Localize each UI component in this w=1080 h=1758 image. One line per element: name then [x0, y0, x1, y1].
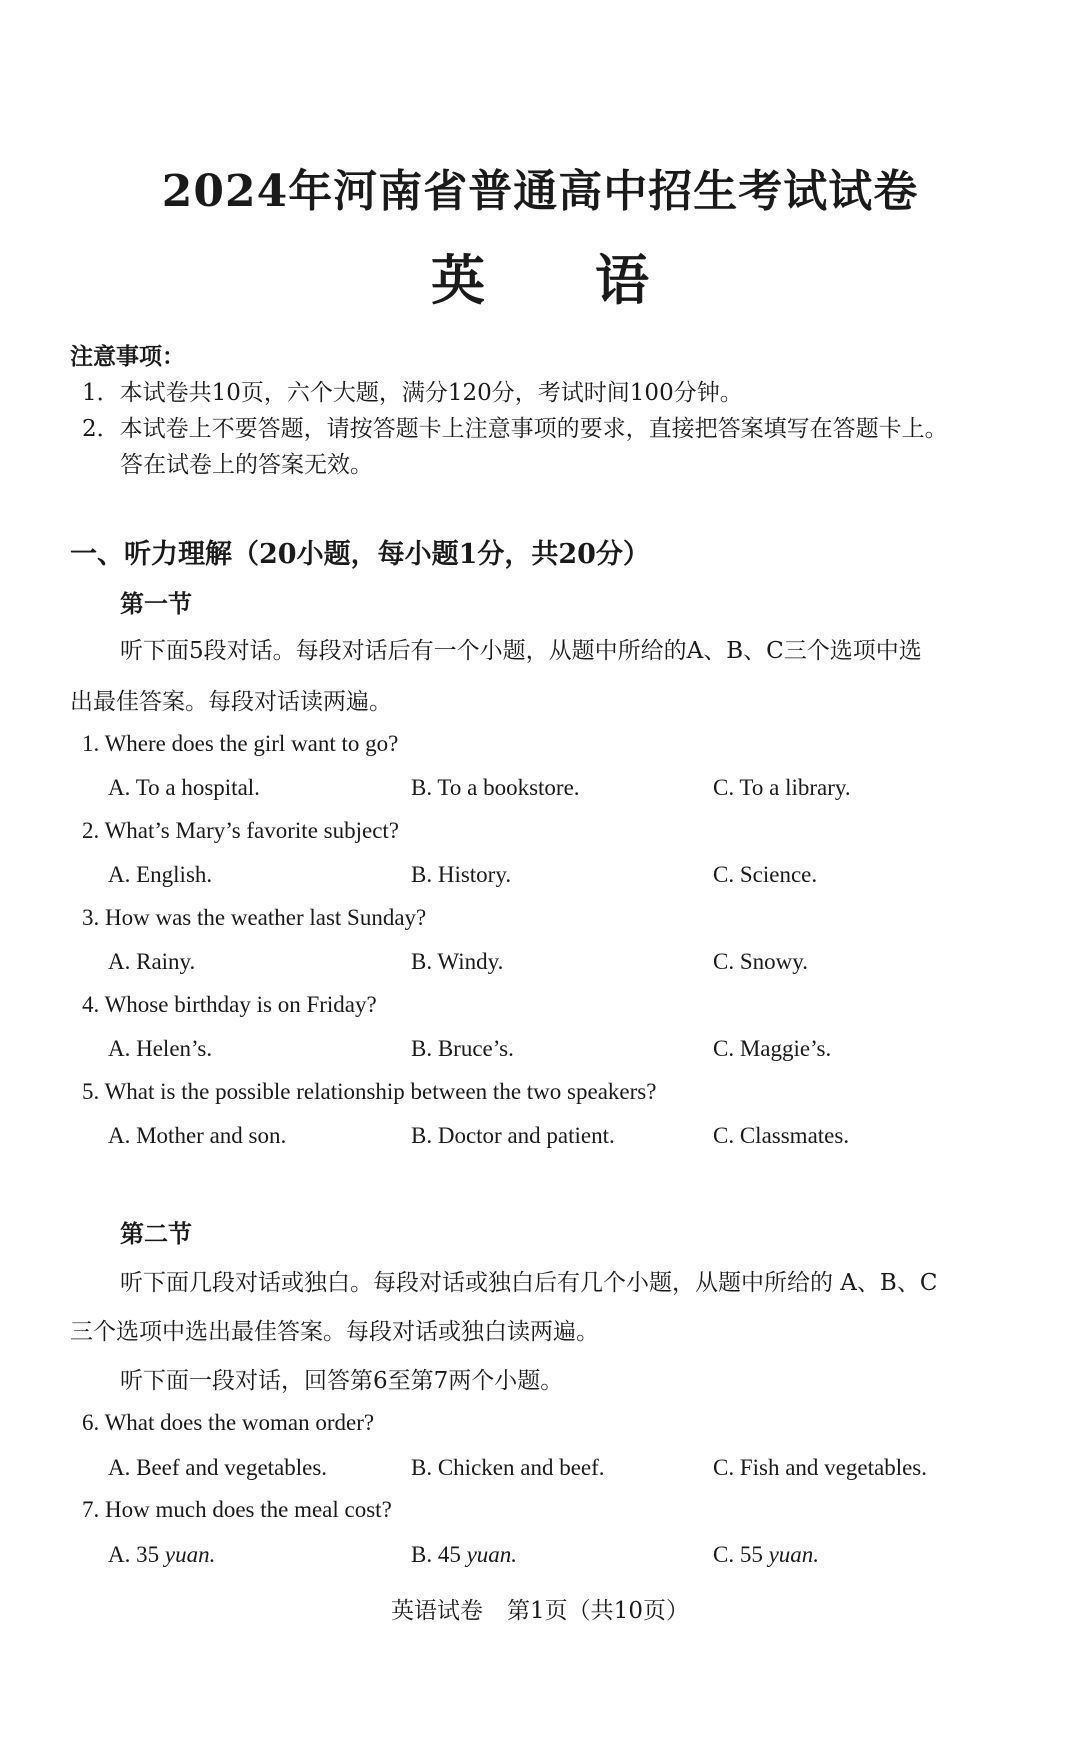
option-1a: A. To a hospital.: [108, 775, 260, 800]
option-6a: A. Beef and vegetables.: [108, 1455, 328, 1480]
option-2b: B. History.: [411, 862, 512, 887]
footer-exam-name: 英语试卷: [391, 1598, 484, 1624]
note-item-2: 2．本试卷上不要答题，请按答题卡上注意事项的要求，直接把答案填写在答题卡上。: [82, 416, 948, 442]
option-2c: C. Science.: [713, 862, 818, 887]
question-5: 5. What is the possible relationship between the two speakers?: [82, 1079, 657, 1104]
option-4b: B. Bruce’s.: [411, 1036, 514, 1061]
part2-heading: 第二节: [120, 1219, 192, 1248]
part1-instruction-line1: 听下面5段对话。每段对话后有一个小题，从题中所给的A、B、C三个选项中选: [120, 638, 922, 664]
option-3a: A. Rainy.: [108, 949, 196, 974]
option-7c-amount: C. 55: [713, 1542, 763, 1567]
part2-instruction-line2: 三个选项中选出最佳答案。每段对话或独白读两遍。: [70, 1319, 599, 1345]
option-7b-amount: B. 45: [411, 1542, 461, 1567]
option-7a-amount: A. 35: [108, 1542, 160, 1567]
question-1: 1. Where does the girl want to go?: [82, 731, 399, 756]
part2-instruction-line1: 听下面几段对话或独白。每段对话或独白后有几个小题，从题中所给的 A、B、C: [120, 1270, 938, 1296]
question-6: 6. What does the woman order?: [82, 1410, 375, 1435]
question-2: 2. What’s Mary’s favorite subject?: [82, 818, 400, 843]
footer-page-number: 第1页（共10页）: [507, 1598, 689, 1624]
option-4c: C. Maggie’s.: [713, 1036, 832, 1061]
option-7b: [411, 1542, 517, 1568]
option-6c: C. Fish and vegetables.: [713, 1455, 927, 1480]
question-7: 7. How much does the meal cost?: [82, 1497, 392, 1522]
notes-heading: 注意事项：: [70, 343, 185, 370]
option-2a: A. English.: [108, 862, 213, 887]
question-3: 3. How was the weather last Sunday?: [82, 905, 427, 930]
section-heading: 一、听力理解（20小题，每小题1分，共20分）: [70, 539, 650, 570]
option-5c: C. Classmates.: [713, 1123, 850, 1148]
option-5b: B. Doctor and patient.: [411, 1123, 615, 1148]
option-3c: C. Snowy.: [713, 949, 808, 974]
option-1b: B. To a bookstore.: [411, 775, 580, 800]
note-item-2-cont: 答在试卷上的答案无效。: [120, 452, 373, 478]
option-6b: B. Chicken and beef.: [411, 1455, 605, 1480]
page-footer: [0, 1592, 1080, 1625]
note-item-1: 1．本试卷共10页，六个大题，满分120分，考试时间100分钟。: [82, 380, 743, 406]
page-title: 2024年河南省普通高中招生考试试卷: [161, 166, 919, 217]
question-4: 4. Whose birthday is on Friday?: [82, 992, 377, 1017]
option-4a: A. Helen’s.: [108, 1036, 213, 1061]
part1-heading: 第一节: [120, 589, 192, 618]
part1-instruction-line2: 出最佳答案。每段对话读两遍。: [70, 689, 392, 715]
option-7c-unit: yuan.: [768, 1542, 820, 1567]
option-3b: B. Windy.: [411, 949, 504, 974]
option-5a: A. Mother and son.: [108, 1123, 287, 1148]
option-7b-unit: yuan.: [466, 1542, 518, 1567]
option-7a: [108, 1542, 215, 1568]
option-1c: C. To a library.: [713, 775, 851, 800]
option-7c: [713, 1542, 819, 1568]
subject-title: 英语: [431, 248, 759, 312]
part2-instruction-line3: 听下面一段对话，回答第6至第7两个小题。: [120, 1368, 564, 1394]
option-7a-unit: yuan.: [164, 1542, 216, 1567]
